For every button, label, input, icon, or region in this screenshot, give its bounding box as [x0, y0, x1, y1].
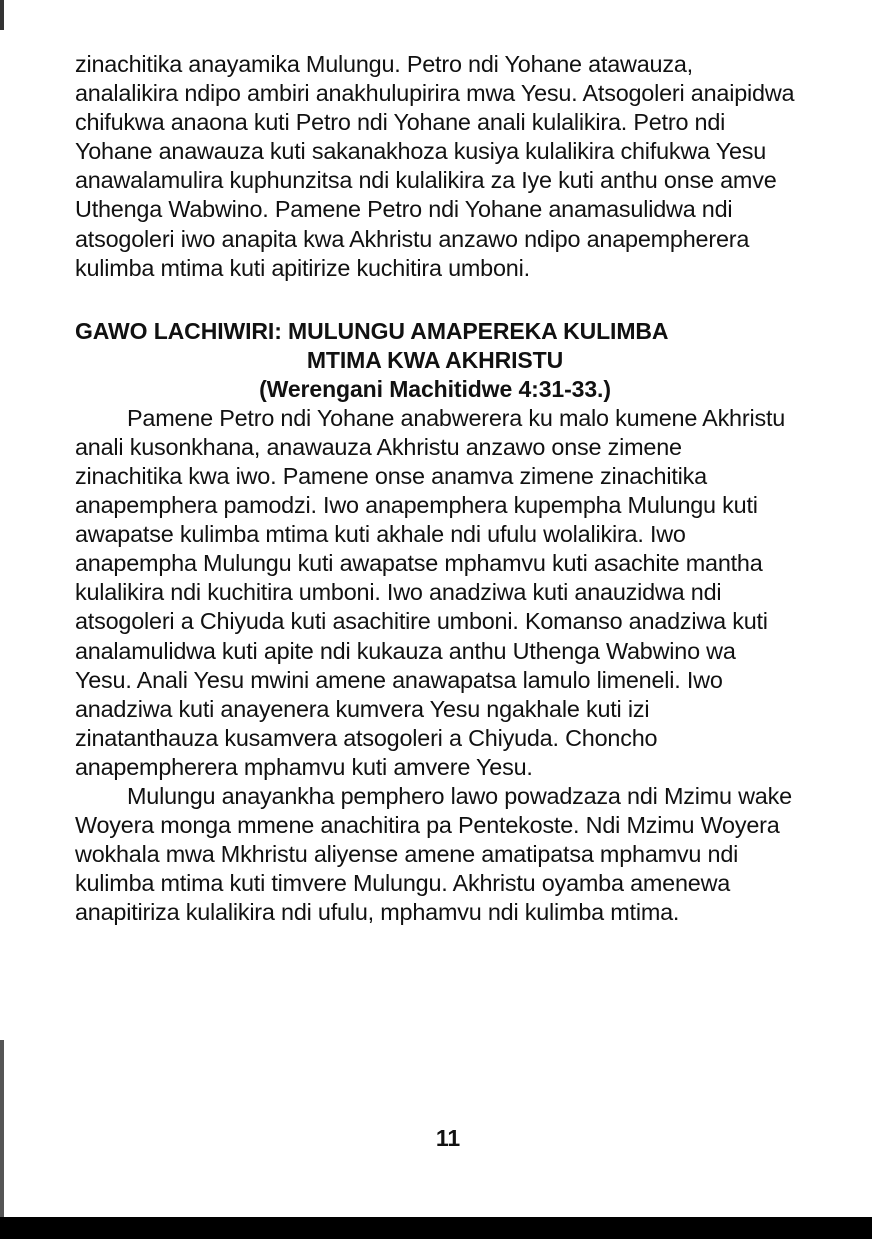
- section-heading: [75, 317, 795, 404]
- scan-edge-bottom: [0, 1217, 872, 1239]
- paragraph-answer: Mulungu anayankha pemphero lawo powadzaza ndi Mzimu wake Woyera monga mmene anachitira pa Pentekoste. Ndi Mzimu Woyera wokhala mwa Mkhristu aliyense amene amatipatsa mphamvu ndi kulimba mtima kuti timvere Mulungu. Akhristu oyamba amenewa anapitiriza kulalikira ndi ufulu, mphamvu ndi kulimba mtima.: [75, 782, 792, 926]
- section-heading-subtitle: MTIMA KWA AKHRISTU: [306, 346, 564, 373]
- paragraph-prayer: Pamene Petro ndi Yohane anabwerera ku malo kumene Akhristu anali kusonkhana, anawauza Akhristu anzawo onse zimene zinachitika kwa iwo. Pamene onse anamva zimene zinachitika anapemphera pamodzi. Iwo anapemphera kupempha Mulungu kuti awapatse kulimba mtima kuti akhale ndi ufulu wolalikira. Iwo anapempha Mulungu kuti awapatse mphamvu kuti asachite mantha kulalikira ndi kuchitira umboni. Iwo anadziwa kuti anauzidwa ndi atsogoleri a Chiyuda kuti asachitire umboni. Komanso anadziwa kuti analamulidwa kuti apite ndi kukauza anthu Uthenga Wabwino wa Yesu. Anali Yesu mwini amene anawapatsa lamulo limeneli. Iwo anadziwa kuti anayenera kumvera Yesu ngakhale kuti izi zinatanthauza kusamvera atsogoleri a Chiyuda. Choncho anapempherera mphamvu kuti amvere Yesu.: [75, 404, 786, 780]
- page-number: 11: [435, 1125, 461, 1151]
- section-heading-title: GAWO LACHIWIRI: MULUNGU AMAPEREKA KULIMBA: [75, 317, 669, 344]
- paragraph-continuation: zinachitika anayamika Mulungu. Petro ndi Yohane atawauza, analalikira ndipo ambiri anakhulupirira mwa Yesu. Atsogoleri anaipidwa chifukwa anaona kuti Petro ndi Yohane anali kulalikira. Petro ndi Yohane anawauza kuti sakanakhoza kusiya kulalikira chifukwa Yesu anawalamulira kuphunzitsa ndi kulalikira za Iye kuti anthu onse amve Uthenga Wabwino. Pamene Petro ndi Yohane anamasulidwa ndi atsogoleri iwo anapita kwa Akhristu anzawo ndipo anapempherera kulimba mtima kuti apitirize kuchitira umboni.: [75, 51, 795, 281]
- page-content: [75, 50, 795, 927]
- scan-edge-left: [0, 0, 4, 1239]
- section-heading-reference: (Werengani Machitidwe 4:31-33.): [259, 375, 611, 402]
